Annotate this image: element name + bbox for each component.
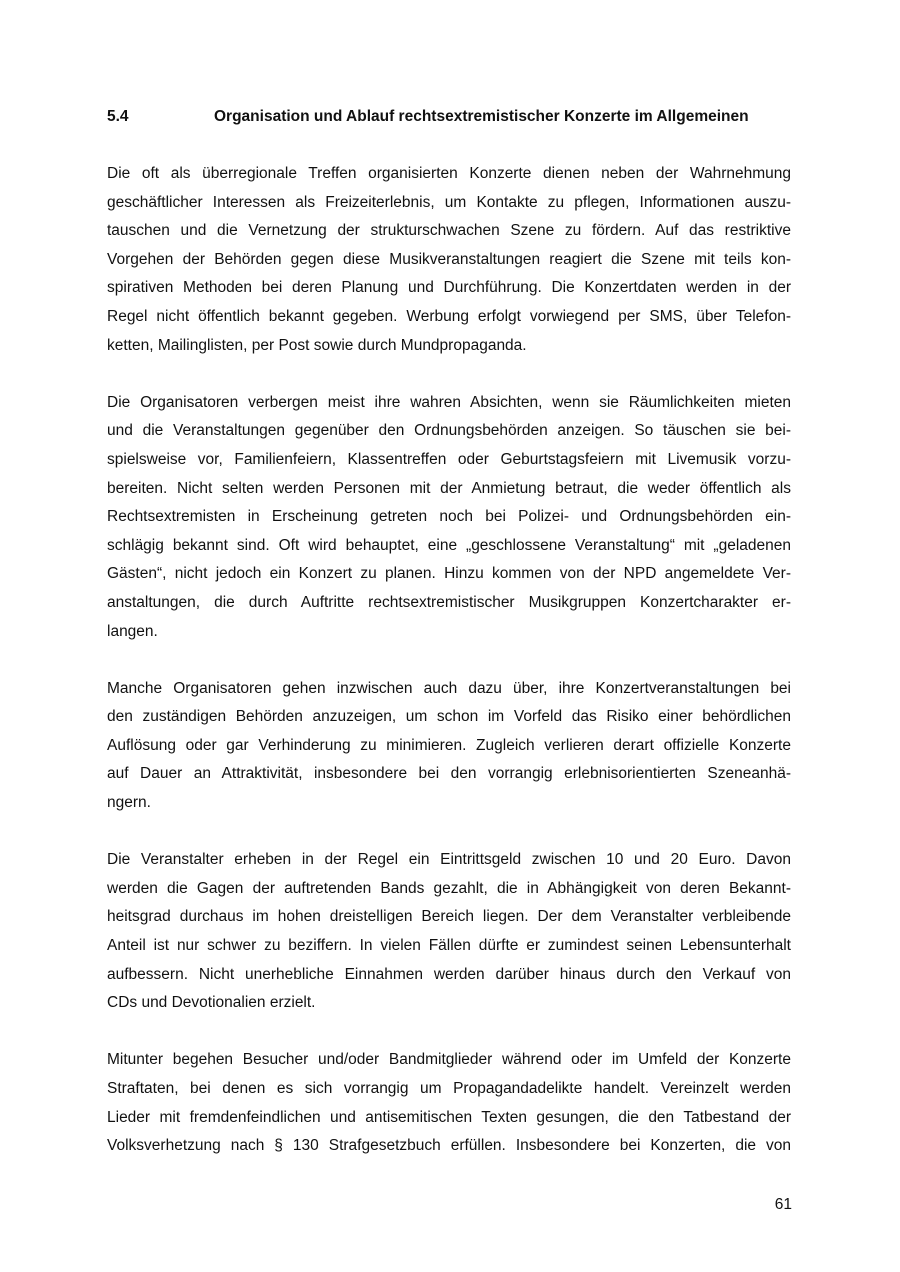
text-line: Regel nicht öffentlich bekannt gegeben. Werbung erfolgt vorwiegend per SMS, über Telefon- <box>107 307 791 325</box>
text-line: Die Veranstalter erheben in der Regel ein Eintrittsgeld zwischen 10 und 20 Euro. Davon <box>107 851 791 869</box>
text-line: tauschen und die Vernetzung der strukturschwachen Szene zu fördern. Auf das restriktive <box>107 222 791 240</box>
text-line: spirativen Methoden bei deren Planung und Durchführung. Die Konzertdaten werden in der <box>107 279 791 297</box>
text-line: Anteil ist nur schwer zu beziffern. In vielen Fällen dürfte er zumindest seinen Lebensunterhalt <box>107 937 791 955</box>
body-text <box>107 160 791 1189</box>
text-line: Rechtsextremisten in Erscheinung getreten noch bei Polizei- und Ordnungsbehörden ein- <box>107 508 791 526</box>
section-heading <box>107 106 807 128</box>
page-number: 61 <box>774 1196 792 1213</box>
text-line: aufbessern. Nicht unerhebliche Einnahmen werden darüber hinaus durch den Verkauf von <box>107 965 791 983</box>
paragraph-3 <box>107 675 791 818</box>
text-line: geschäftlicher Interessen als Freizeiterlebnis, um Kontakte zu pflegen, Informationen auszu- <box>107 193 791 211</box>
text-line: bereiten. Nicht selten werden Personen mit der Anmietung betraut, die weder öffentlich als <box>107 479 791 497</box>
text-line: Volksverhetzung nach § 130 Strafgesetzbuch erfüllen. Insbesondere bei Konzerten, die von <box>107 1137 791 1155</box>
text-line: heitsgrad durchaus im hohen dreistelligen Bereich liegen. Der dem Veranstalter verbleibende <box>107 908 791 926</box>
text-line: spielsweise vor, Familienfeiern, Klassentreffen oder Geburtstagsfeiern mit Livemusik vorzu- <box>107 450 791 468</box>
text-line: schlägig bekannt sind. Oft wird behauptet, eine „geschlossene Veranstaltung“ mit „geladenen <box>107 536 791 554</box>
text-line: langen. <box>107 622 158 640</box>
text-line: und die Veranstaltungen gegenüber den Ordnungsbehörden anzeigen. So täuschen sie bei- <box>107 422 791 440</box>
text-line: CDs und Devotionalien erzielt. <box>107 994 316 1012</box>
paragraph-2 <box>107 389 791 646</box>
text-line: ketten, Mailinglisten, per Post sowie durch Mundpropaganda. <box>107 336 527 354</box>
section-title: Organisation und Ablauf rechtsextremistischer Konzerte im Allgemeinen <box>214 108 749 125</box>
text-line: Auflösung oder gar Verhinderung zu minimieren. Zugleich verlieren derart offizielle Konzerte <box>107 736 791 754</box>
text-line: auf Dauer an Attraktivität, insbesondere bei den vorrangig erlebnisorientierten Szeneanhä- <box>107 765 791 783</box>
text-line: Gästen“, nicht jedoch ein Konzert zu planen. Hinzu kommen von der NPD angemeldete Ver- <box>107 565 791 583</box>
text-line: den zuständigen Behörden anzuzeigen, um schon im Vorfeld das Risiko einer behördlichen <box>107 708 791 726</box>
text-line: Manche Organisatoren gehen inzwischen auch dazu über, ihre Konzertveranstaltungen bei <box>107 679 791 697</box>
text-line: Vorgehen der Behörden gegen diese Musikveranstaltungen reagiert die Szene mit teils kon- <box>107 250 791 268</box>
text-line: anstaltungen, die durch Auftritte rechtsextremistischer Musikgruppen Konzertcharakter er- <box>107 593 791 611</box>
text-line: Lieder mit fremdenfeindlichen und antisemitischen Texten gesungen, die den Tatbestand der <box>107 1108 791 1126</box>
text-line: Mitunter begehen Besucher und/oder Bandmitglieder während oder im Umfeld der Konzerte <box>107 1051 791 1069</box>
text-line: Die oft als überregionale Treffen organisierten Konzerte dienen neben der Wahrnehmung <box>107 165 791 182</box>
paragraph-5 <box>107 1046 791 1160</box>
paragraph-4 <box>107 846 791 1018</box>
text-line: ngern. <box>107 794 151 812</box>
text-line: Straftaten, bei denen es sich vorrangig um Propagandadelikte handelt. Vereinzelt werden <box>107 1080 791 1097</box>
text-line: werden die Gagen der auftretenden Bands gezahlt, die in Abhängigkeit von deren Bekannt- <box>107 879 791 897</box>
section-number: 5.4 <box>107 108 129 125</box>
paragraph-1 <box>107 160 791 360</box>
text-line: Die Organisatoren verbergen meist ihre wahren Absichten, wenn sie Räumlichkeiten mieten <box>107 393 791 411</box>
